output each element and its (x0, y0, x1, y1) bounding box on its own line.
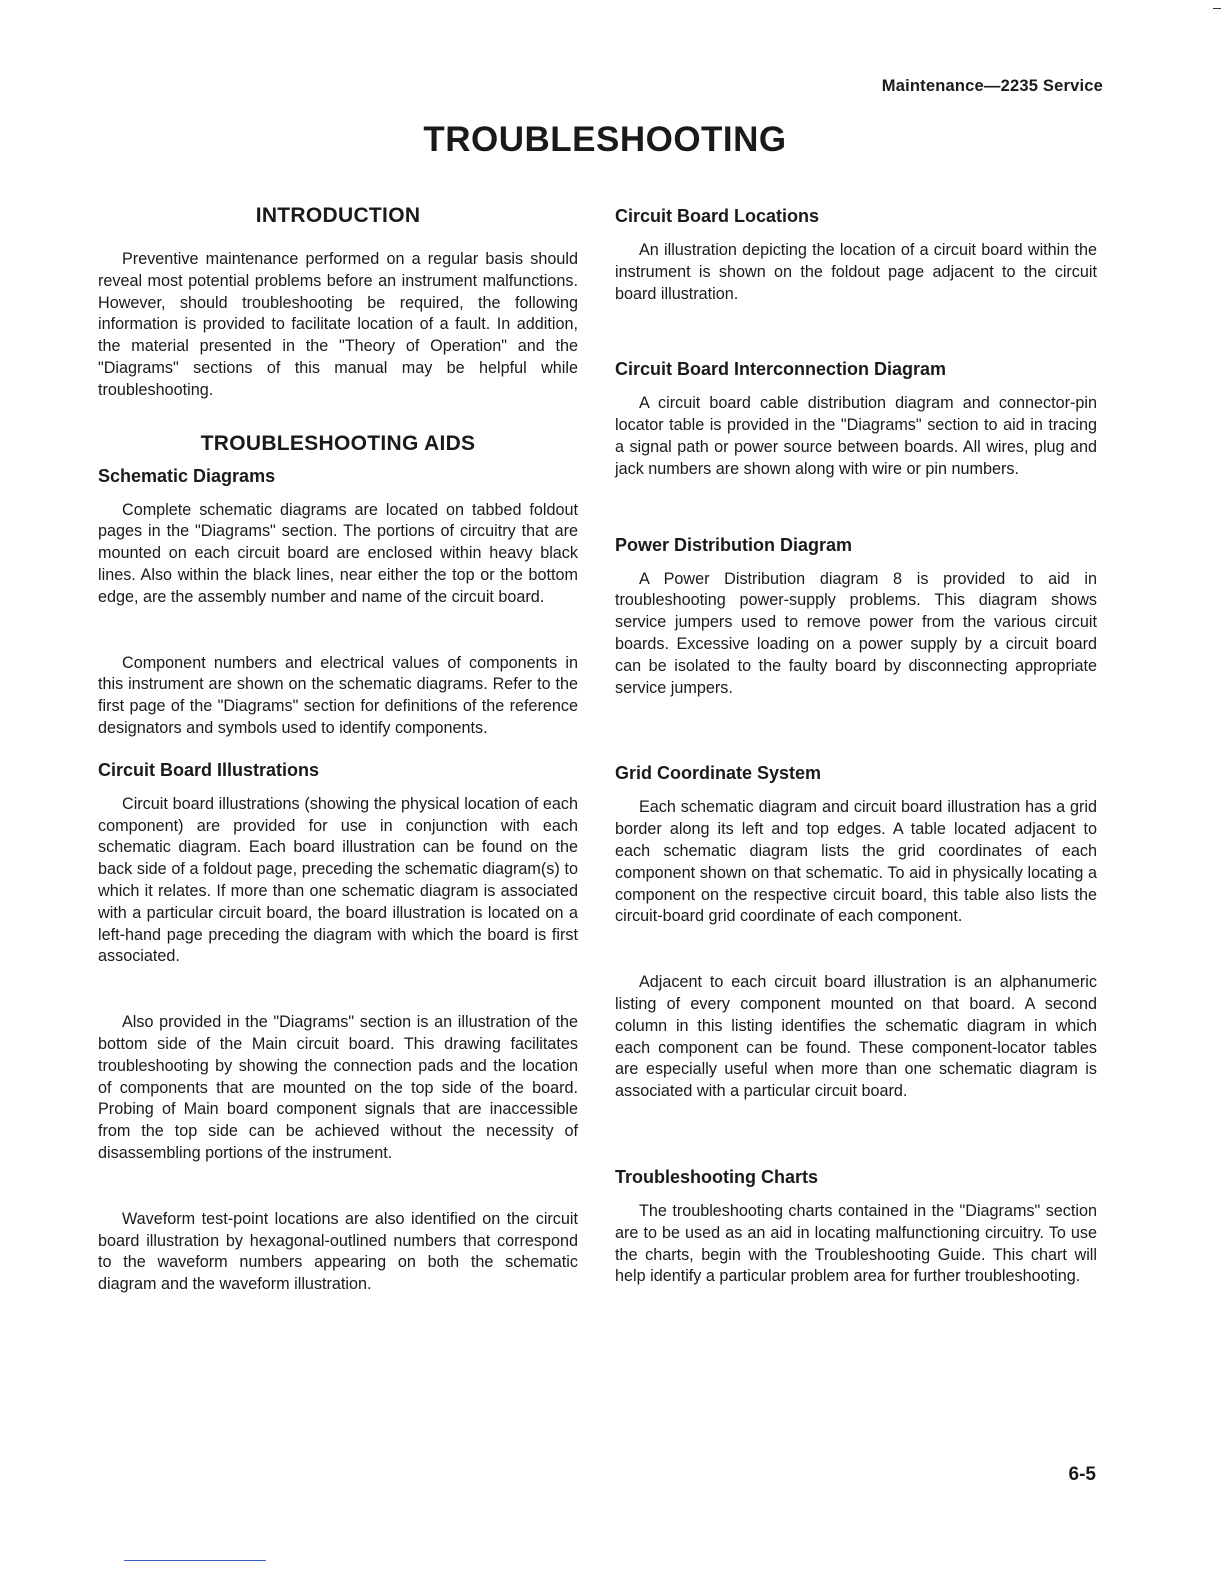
circuit-board-illustrations-heading: Circuit Board Illustrations (98, 759, 320, 780)
schematic-diagrams-heading: Schematic Diagrams (98, 465, 276, 486)
grid-coordinate-heading: Grid Coordinate System (615, 763, 822, 784)
running-head: Maintenance—2235 Service (881, 77, 1103, 95)
grid-paragraph-1: Each schematic diagram and circuit board illustration has a grid border along its left and top edges. A table located adjacent to each schematic diagram lists the grid coordinates of each component shown on that schematic. To aid in physically locating a component on the respective circuit board, this table also lists the circuit-board grid coordinate of each component. (615, 798, 1097, 926)
page-number: 6-5 (1068, 1464, 1096, 1485)
illustrations-paragraph-1: Circuit board illustrations (showing the physical location of each component) are provided for use in conjunction with each schematic diagram. Each board illustration can be found on the back side of a foldout page, preceding the schematic diagram(s) to which it relates. If more than one schematic diagram is associated with a particular circuit board, the board illustration is located on a left-hand page preceding the diagram with which the board is first associated. (98, 794, 578, 966)
interconnection-diagram-heading: Circuit Board Interconnection Diagram (615, 359, 947, 380)
illustrations-paragraph-2: Also provided in the "Diagrams" section is an illustration of the bottom side of the Main circuit board. This drawing facilitates troubleshooting by showing the connection pads and the location of components that are mounted on the top side of the board. Probing of Main board component signals that are inaccessible from the top side can be achieved without the necessity of disassembling portions of the instrument. (98, 1013, 578, 1162)
schematic-paragraph-2: Component numbers and electrical values of components in this instrument are shown on the schematic diagrams. Refer to the first page of the "Diagrams" section for definitions of the reference designators and symbols used to identify components. (98, 653, 578, 737)
left-column (98, 200, 578, 1296)
power-distribution-heading: Power Distribution Diagram (615, 534, 853, 555)
introduction-paragraph: Preventive maintenance performed on a regular basis should reveal most potential problems before an instrument malfunctions. However, should troubleshooting be required, the following information is provided to facilitate location of a fault. In addition, the material presented in the "Theory of Operation" and the "Diagrams" sections of this manual may be helpful while troubleshooting. (98, 250, 578, 399)
power-paragraph: A Power Distribution diagram 8 is provided to aid in troubleshooting power-supply problems. This diagram shows service jumpers used to remove power from the various circuit boards. Excessive loading on a power supply by a circuit board can be isolated to the faulty board by disconnecting appropriate service jumpers. (615, 569, 1097, 697)
page-title: TROUBLESHOOTING (423, 120, 787, 159)
troubleshooting-aids-heading: TROUBLESHOOTING AIDS (200, 431, 476, 455)
charts-paragraph: The troubleshooting charts contained in the "Diagrams" section are to be used as an aid in locating malfunctioning circuitry. To use the charts, begin with the Troubleshooting Guide. This chart will help identify a particular problem area for further troubleshooting. (615, 1201, 1097, 1286)
schematic-paragraph-1: Complete schematic diagrams are located on tabbed foldout pages in the "Diagrams" section. The portions of circuitry that are mounted on each circuit board are enclosed within heavy black lines. Also within the black lines, near either the top or the bottom edge, are the assembly number and name of the circuit board. (98, 500, 578, 606)
corner-mark (1213, 8, 1221, 9)
bottom-rule (124, 1560, 266, 1561)
interconnection-paragraph: A circuit board cable distribution diagram and connector-pin locator table is provided in the "Diagrams" section to aid in tracing a signal path or power source between boards. All wires, plug and jack numbers are shown along with wire or pin numbers. (615, 394, 1097, 478)
introduction-heading: INTRODUCTION (255, 204, 421, 227)
troubleshooting-charts-heading: Troubleshooting Charts (615, 1166, 819, 1187)
locations-paragraph: An illustration depicting the location of a circuit board within the instrument is shown on the foldout page adjacent to the circuit board illustration. (615, 241, 1097, 303)
grid-paragraph-2: Adjacent to each circuit board illustration is an alphanumeric listing of every component mounted on that board. A second column in this listing identifies the schematic diagram in which each component can be found. These component-locator tables are especially useful when more than one schematic diagram is associated with a particular circuit board. (615, 973, 1097, 1101)
illustrations-paragraph-3: Waveform test-point locations are also identified on the circuit board illustration by hexagonal-outlined numbers that correspond to the waveform numbers appearing on both the schematic diagram and the waveform illustration. (98, 1209, 578, 1294)
right-column (615, 200, 1097, 1288)
circuit-board-locations-heading: Circuit Board Locations (615, 206, 820, 226)
